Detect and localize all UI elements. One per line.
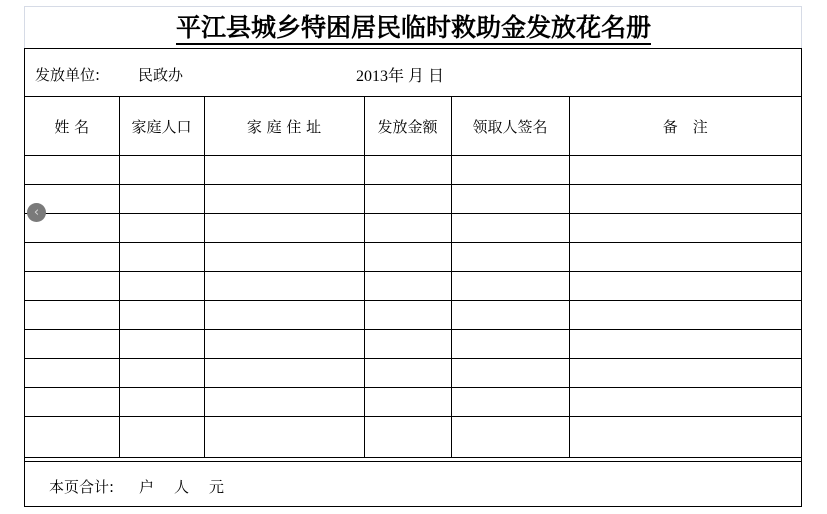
table-cell <box>204 272 364 301</box>
table-cell <box>119 185 204 214</box>
roster-form <box>24 48 802 507</box>
title-text: 平江县城乡特困居民临时救助金发放花名册 <box>176 13 651 45</box>
table-cell <box>119 330 204 359</box>
table-cell <box>364 388 451 417</box>
table-cell <box>25 359 119 388</box>
table-cell <box>451 214 569 243</box>
table-cell <box>204 243 364 272</box>
table-row <box>25 417 801 458</box>
table-cell <box>364 330 451 359</box>
table-row <box>25 330 801 359</box>
table-cell <box>25 243 119 272</box>
table-row <box>25 214 801 243</box>
chevron-left-icon[interactable]: ‹ <box>27 203 46 222</box>
table-cell <box>451 330 569 359</box>
table-cell <box>451 243 569 272</box>
table-cell <box>204 417 364 458</box>
roster-table <box>25 97 801 458</box>
header-signature: 领取人签名 <box>451 97 569 156</box>
table-cell <box>25 330 119 359</box>
table-cell <box>364 417 451 458</box>
header-name: 姓 名 <box>25 97 119 156</box>
table-cell <box>569 359 801 388</box>
table-row <box>25 359 801 388</box>
header-family-size: 家庭人口 <box>119 97 204 156</box>
table-cell <box>451 272 569 301</box>
page-total-label: 本页合计: <box>49 478 115 496</box>
table-cell <box>569 388 801 417</box>
table-cell <box>569 156 801 185</box>
table-cell <box>451 359 569 388</box>
table-cell <box>364 243 451 272</box>
table-cell <box>119 272 204 301</box>
table-cell <box>451 185 569 214</box>
table-cell <box>204 388 364 417</box>
table-cell <box>569 330 801 359</box>
currency-unit: 元 <box>209 478 225 496</box>
table-row <box>25 272 801 301</box>
table-cell <box>119 301 204 330</box>
table-cell <box>204 156 364 185</box>
table-cell <box>25 417 119 458</box>
info-row <box>25 49 801 97</box>
table-cell <box>451 388 569 417</box>
table-cell <box>204 359 364 388</box>
table-cell <box>569 417 801 458</box>
table-cell <box>569 243 801 272</box>
table-header-row <box>25 97 801 156</box>
table-row <box>25 156 801 185</box>
issuing-unit-value: 民政办 <box>138 66 184 84</box>
table-cell <box>25 388 119 417</box>
header-amount: 发放金额 <box>364 97 451 156</box>
table-cell <box>204 214 364 243</box>
page-total-row <box>25 461 801 507</box>
table-cell <box>204 185 364 214</box>
issuing-unit-label: 发放单位: <box>35 66 101 84</box>
header-remarks: 备 注 <box>569 97 801 156</box>
table-row <box>25 301 801 330</box>
table-cell <box>119 359 204 388</box>
table-cell <box>25 272 119 301</box>
page-title <box>0 12 827 44</box>
table-row <box>25 243 801 272</box>
table-cell <box>451 156 569 185</box>
table-cell <box>364 272 451 301</box>
people-unit: 人 <box>174 478 190 496</box>
table-cell <box>569 185 801 214</box>
table-cell <box>119 214 204 243</box>
table-cell <box>25 301 119 330</box>
table-cell <box>119 243 204 272</box>
header-address: 家 庭 住 址 <box>204 97 364 156</box>
table-cell <box>451 417 569 458</box>
table-row <box>25 185 801 214</box>
table-cell <box>204 301 364 330</box>
table-cell <box>364 156 451 185</box>
table-cell <box>569 272 801 301</box>
issue-date: 2013年 月 日 <box>356 68 445 85</box>
table-cell <box>569 214 801 243</box>
table-cell <box>119 156 204 185</box>
table-cell <box>25 156 119 185</box>
table-cell <box>364 359 451 388</box>
table-row <box>25 388 801 417</box>
table-cell <box>364 214 451 243</box>
table-cell <box>204 330 364 359</box>
table-cell <box>569 301 801 330</box>
table-cell <box>451 301 569 330</box>
households-unit: 户 <box>139 478 155 496</box>
table-cell <box>119 388 204 417</box>
table-cell <box>364 185 451 214</box>
table-cell <box>119 417 204 458</box>
table-cell <box>364 301 451 330</box>
